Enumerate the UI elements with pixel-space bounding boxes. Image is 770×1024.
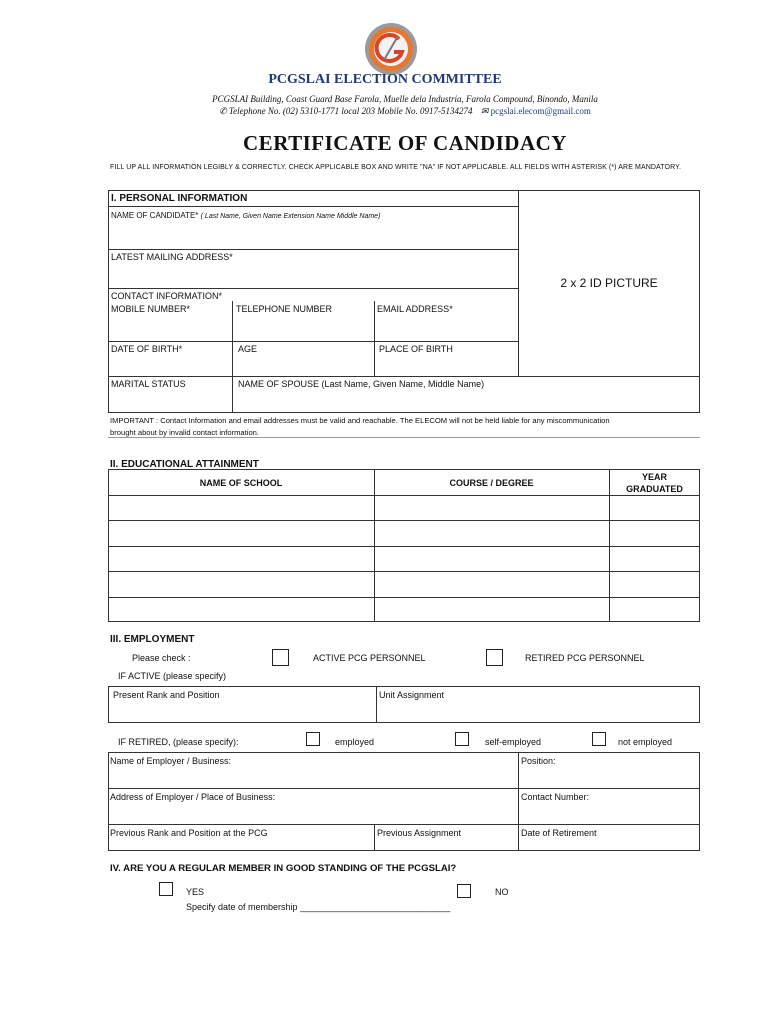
date-of-birth-label[interactable]: DATE OF BIRTH* xyxy=(111,344,183,354)
contact-number-label[interactable]: Contact Number: xyxy=(521,792,590,802)
col-course: COURSE / DEGREE xyxy=(449,478,534,488)
employed-label: employed xyxy=(335,737,375,747)
active-pcg-label: ACTIVE PCG PERSONNEL xyxy=(313,653,426,663)
no-checkbox[interactable] xyxy=(457,884,471,898)
not-employed-label: not employed xyxy=(618,737,673,747)
col-school: NAME OF SCHOOL xyxy=(199,478,283,488)
id-picture-placeholder: 2 x 2 ID PICTURE xyxy=(560,276,658,290)
yes-checkbox[interactable] xyxy=(159,882,173,896)
pcgslai-logo xyxy=(364,22,418,76)
important-note-2: brought about by invalid contact information. xyxy=(110,428,260,437)
section-employment-heading: III. EMPLOYMENT xyxy=(110,634,195,645)
no-label: NO xyxy=(495,887,509,897)
section-membership-heading: IV. ARE YOU A REGULAR MEMBER IN GOOD STANDING OF THE PCGSLAI? xyxy=(110,863,457,874)
not-employed-checkbox[interactable] xyxy=(592,732,606,746)
place-of-birth-label[interactable]: PLACE OF BIRTH xyxy=(379,344,453,354)
employed-checkbox[interactable] xyxy=(306,732,320,746)
previous-rank-label[interactable]: Previous Rank and Position at the PCG xyxy=(110,828,268,838)
candidate-name-label[interactable]: NAME OF CANDIDATE* ( Last Name, Given Name Extension Name Middle Name) xyxy=(111,211,381,220)
mailing-address-label[interactable]: LATEST MAILING ADDRESS* xyxy=(111,252,233,262)
if-active-label: IF ACTIVE (please specify) xyxy=(118,671,227,681)
contact-info-label: CONTACT INFORMATION* xyxy=(111,291,222,301)
page-title: CERTIFICATE OF CANDIDACY xyxy=(243,131,567,155)
mobile-number-label[interactable]: MOBILE NUMBER* xyxy=(111,304,191,314)
email-address-label[interactable]: EMAIL ADDRESS* xyxy=(377,304,453,314)
please-check-label: Please check : xyxy=(132,653,191,663)
if-retired-label: IF RETIRED, (please specify): xyxy=(118,737,239,747)
employer-address-label[interactable]: Address of Employer / Place of Business: xyxy=(110,792,276,802)
marital-status-label[interactable]: MARITAL STATUS xyxy=(111,379,186,389)
instructions: FILL UP ALL INFORMATION LEGIBLY & CORRECTLY. CHECK APPLICABLE BOX AND WRITE "NA" IF NOT APPLICABLE. ALL FIELDS WITH ASTERISK (*) ARE MANDATORY. xyxy=(110,164,682,171)
retired-pcg-checkbox[interactable] xyxy=(486,649,503,666)
age-label[interactable]: AGE xyxy=(238,344,258,354)
important-note-1: IMPORTANT : Contact Information and email addresses must be valid and reachable. The ELECOM will not be held liable for any miscommunication xyxy=(110,416,610,425)
telephone-number-label[interactable]: TELEPHONE NUMBER xyxy=(236,304,333,314)
contact-line: ✆ Telephone No. (02) 5310-1771 local 203 Mobile No. 0917-5134274 ✉ pcgslai.elecom@gmail.com xyxy=(219,106,591,116)
spouse-name-label[interactable]: NAME OF SPOUSE (Last Name, Given Name, Middle Name) xyxy=(238,379,485,389)
section-education-heading: II. EDUCATIONAL ATTAINMENT xyxy=(110,459,259,470)
phone-icon: ✆ xyxy=(219,106,229,116)
employer-label[interactable]: Name of Employer / Business: xyxy=(110,756,232,766)
active-pcg-checkbox[interactable] xyxy=(272,649,289,666)
envelope-icon: ✉ xyxy=(480,106,491,116)
col-year-2: GRADUATED xyxy=(626,484,683,494)
position-label[interactable]: Position: xyxy=(521,756,556,766)
rank-position-label[interactable]: Present Rank and Position xyxy=(113,690,220,700)
membership-date-label[interactable]: Specify date of membership ______________________________ xyxy=(186,902,451,912)
org-address: PCGSLAI Building, Coast Guard Base Farola, Muelle dela Industria, Farola Compound, Binondo, Manila xyxy=(212,94,598,104)
previous-assignment-label[interactable]: Previous Assignment xyxy=(377,828,462,838)
self-employed-checkbox[interactable] xyxy=(455,732,469,746)
section-personal-heading: I. PERSONAL INFORMATION xyxy=(111,193,248,204)
contact-email: pcgslai.elecom@gmail.com xyxy=(490,106,591,116)
col-year-1: YEAR xyxy=(641,472,667,482)
retirement-date-label[interactable]: Date of Retirement xyxy=(521,828,597,838)
self-employed-label: self-employed xyxy=(485,737,542,747)
retired-pcg-label: RETIRED PCG PERSONNEL xyxy=(525,653,645,663)
org-name: PCGSLAI ELECTION COMMITTEE xyxy=(268,72,502,87)
unit-assignment-label[interactable]: Unit Assignment xyxy=(379,690,445,700)
yes-label: YES xyxy=(186,887,205,897)
